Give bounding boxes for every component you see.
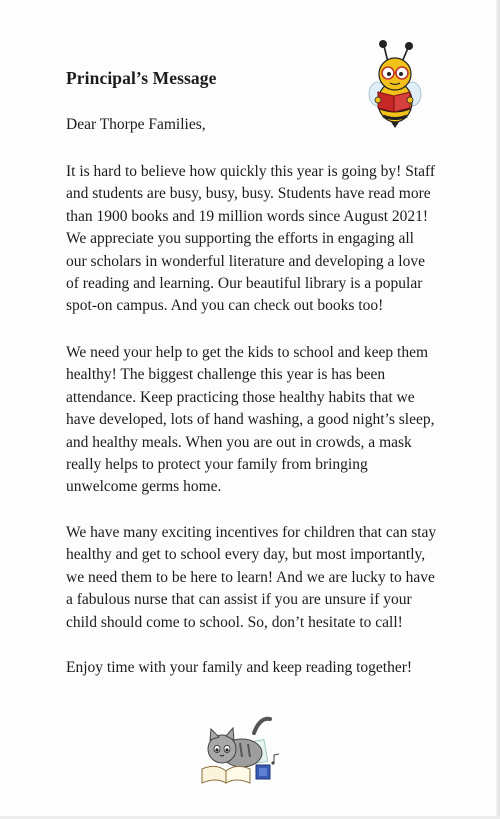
text-line: Enjoy time with your family and keep reading together!	[66, 659, 413, 676]
text-line: our scholars in wonderful literature and developing a love	[66, 252, 425, 270]
text-line: healthy! The biggest challenge this year is has been	[66, 366, 386, 384]
text-line: We need your help to get the kids to school and keep them	[66, 344, 429, 361]
paragraph-2	[66, 342, 446, 499]
text-line: healthy and get to school every day, but most importantly,	[66, 546, 426, 564]
text-line: of reading and learning. Our beautiful library is a popular	[66, 275, 423, 293]
greeting: Dear Thorpe Families,	[66, 116, 206, 133]
paragraph-1	[66, 161, 446, 318]
text-line: child should come to school. So, don’t hesitate to call!	[66, 613, 403, 631]
page-edge	[496, 0, 500, 819]
text-line: We have many exciting incentives for children that can stay	[66, 524, 437, 541]
closing-line	[66, 657, 446, 679]
paragraph-3	[66, 522, 446, 634]
text-line: have developed, lots of hand washing, a good night’s sleep,	[66, 411, 435, 429]
page-title: Principal’s Message	[66, 68, 217, 88]
text-line: It is hard to believe how quickly this year is going by! Staff	[66, 163, 436, 180]
text-line: and healthy meals. When you are out in crowds, a mask	[66, 433, 412, 451]
text-line: spot-on campus. And you can check out books too!	[66, 297, 384, 315]
text-line: and students are busy, busy, busy. Students have read more	[66, 185, 431, 203]
text-line: really helps to protect your family from bringing	[66, 456, 368, 474]
text-line: a fabulous nurse that can assist if you are unsure if your	[66, 591, 412, 609]
text-line: unwelcome germs home.	[66, 478, 222, 496]
text-line: we need them to be here to learn! And we are lucky to have	[66, 568, 435, 586]
text-line: attendance. Keep practicing those healthy habits that we	[66, 388, 415, 406]
text-line: than 1900 books and 19 million words since August 2021!	[66, 207, 429, 225]
text-line: We appreciate you supporting the efforts in engaging all	[66, 230, 414, 248]
cat-reading-book-icon	[196, 713, 282, 787]
bee-reading-book-icon	[358, 36, 428, 128]
